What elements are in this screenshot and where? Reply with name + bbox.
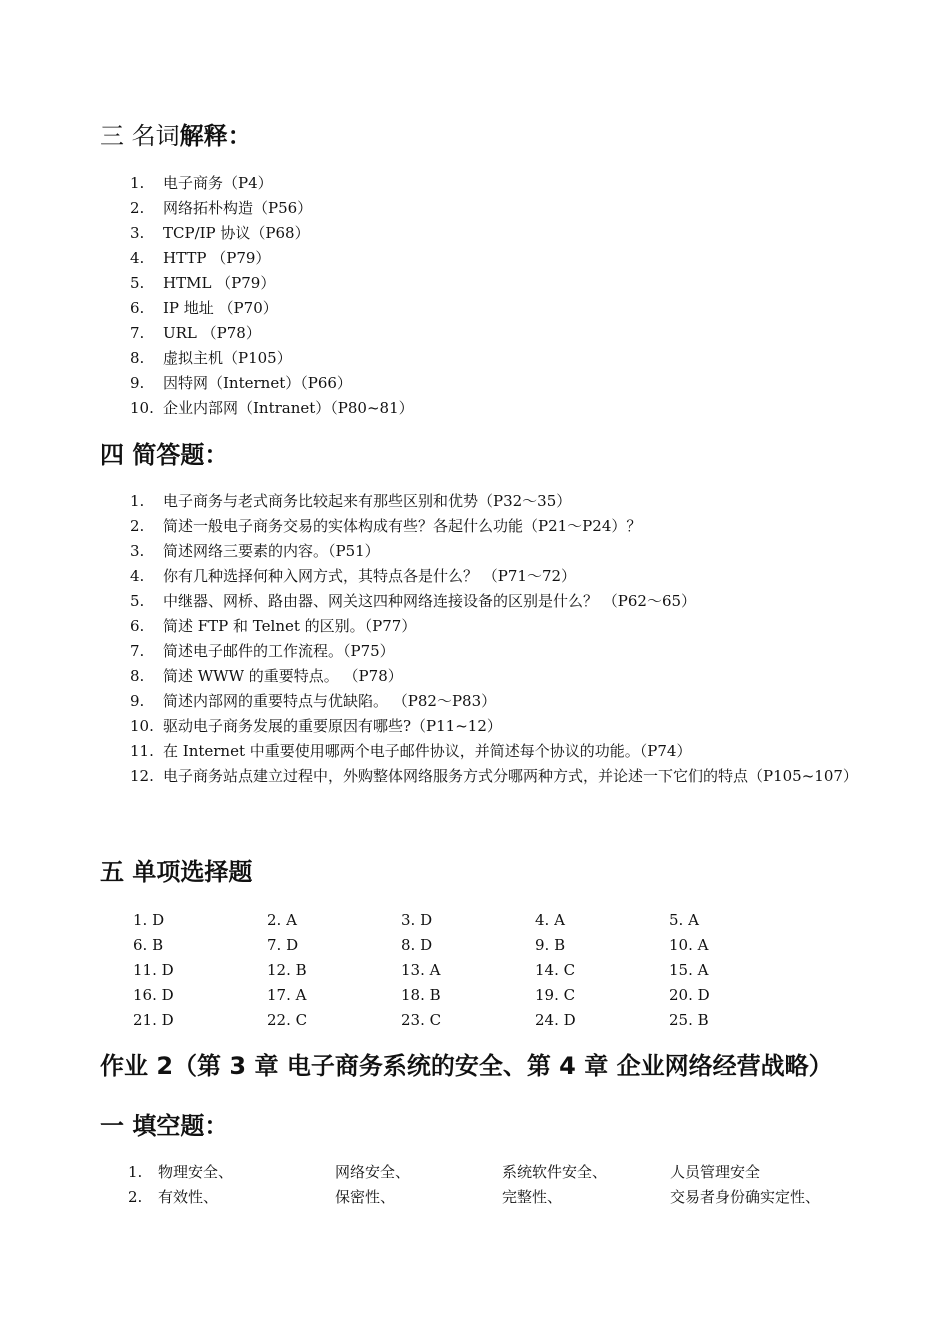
list-item-text: 你有几种选择何种入网方式，其特点各是什么？ （P71～72） bbox=[163, 567, 577, 585]
list-item-text: 简述网络三要素的内容。（P51） bbox=[163, 542, 380, 560]
list-item-text: URL （P78） bbox=[163, 324, 261, 342]
answer-cell: 15. A bbox=[669, 961, 709, 979]
list-item-text: 简述一般电子商务交易的实体构成有些？各起什么功能（P21～P24）？ bbox=[163, 517, 642, 535]
list-item-text: 电子商务站点建立过程中，外购整体网络服务方式分哪两种方式，并论述一下它们的特点（P105~107） bbox=[163, 767, 858, 785]
list-item-text: TCP/IP 协议（P68） bbox=[163, 224, 310, 242]
list-item-text: IP 地址 （P70） bbox=[163, 299, 278, 317]
list-item-text: HTML （P79） bbox=[163, 274, 276, 292]
list-item-number: 6. bbox=[130, 617, 145, 635]
list-item-text: 因特网（Internet）（P66） bbox=[163, 374, 352, 392]
answer-cell: 22. C bbox=[267, 1011, 308, 1029]
question-item bbox=[130, 589, 860, 614]
answer-cell: 4. A bbox=[535, 911, 565, 929]
list-item-text: 电子商务与老式商务比较起来有那些区别和优势（P32～35） bbox=[163, 492, 572, 510]
answer-cell: 5. A bbox=[669, 911, 699, 929]
terms-list bbox=[130, 171, 860, 421]
answer-cell: 21. D bbox=[133, 1011, 174, 1029]
answer-cell: 23. C bbox=[401, 1011, 442, 1029]
short-answer-list bbox=[130, 489, 860, 789]
section-4-heading: 四 简答题： bbox=[100, 441, 229, 469]
answer-cell: 18. B bbox=[401, 986, 441, 1004]
question-item bbox=[130, 564, 860, 589]
answer-cell: 25. B bbox=[669, 1011, 709, 1029]
answer-cell: 11. D bbox=[133, 961, 174, 979]
fill-blank-answer: 交易者身份确实定性、 bbox=[670, 1188, 821, 1206]
question-item bbox=[130, 664, 860, 689]
list-item-number: 4. bbox=[130, 249, 145, 267]
fill-blank-answer: 人员管理安全 bbox=[670, 1163, 761, 1181]
list-item-text: 电子商务（P4） bbox=[163, 174, 273, 192]
term-item bbox=[130, 246, 860, 271]
answer-cell: 16. D bbox=[133, 986, 174, 1004]
list-item-number: 2. bbox=[130, 199, 145, 217]
term-item bbox=[130, 346, 860, 371]
homework-2-heading: 作业 2（第 3 章 电子商务系统的安全、第 4 章 企业网络经营战略） bbox=[100, 1052, 833, 1080]
term-item bbox=[130, 271, 860, 296]
section-1-heading: 一 填空题： bbox=[100, 1112, 229, 1140]
list-item-text: 虚拟主机（P105） bbox=[163, 349, 292, 367]
list-item-text: 中继器、网桥、路由器、网关这四种网络连接设备的区别是什么？ （P62～65） bbox=[163, 592, 697, 610]
term-item bbox=[130, 171, 860, 196]
answer-cell: 10. A bbox=[669, 936, 709, 954]
list-item-number: 9. bbox=[130, 374, 145, 392]
question-item bbox=[130, 514, 860, 539]
section-3-heading bbox=[100, 122, 252, 150]
answer-cell: 13. A bbox=[401, 961, 441, 979]
list-item-text: 在 Internet 中重要使用哪两个电子邮件协议，并简述每个协议的功能。（P74） bbox=[163, 742, 692, 760]
list-item-number: 4. bbox=[130, 567, 145, 585]
list-item-number: 12. bbox=[130, 767, 154, 785]
question-item bbox=[130, 739, 860, 764]
list-item-number: 1. bbox=[130, 174, 145, 192]
list-item-number: 7. bbox=[130, 642, 145, 660]
list-item-number: 11. bbox=[130, 742, 154, 760]
list-item-text: 企业内部网（Intranet）（P80~81） bbox=[163, 399, 414, 417]
list-item-text: 简述 FTP 和 Telnet 的区别。（P77） bbox=[163, 617, 417, 635]
answer-grid bbox=[133, 908, 803, 1033]
answer-cell: 6. B bbox=[133, 936, 164, 954]
list-item-text: 简述电子邮件的工作流程。（P75） bbox=[163, 642, 395, 660]
term-item bbox=[130, 221, 860, 246]
term-item bbox=[130, 296, 860, 321]
list-item-text: 网络拓朴构造（P56） bbox=[163, 199, 313, 217]
question-item bbox=[130, 639, 860, 664]
fill-blank-answer: 网络安全、 bbox=[335, 1163, 411, 1181]
fill-blank-table bbox=[128, 1160, 870, 1210]
answer-cell: 2. A bbox=[267, 911, 297, 929]
list-item-number: 1. bbox=[130, 492, 145, 510]
section-5-heading: 五 单项选择题 bbox=[100, 858, 253, 886]
list-item-text: 驱动电子商务发展的重要原因有哪些?（P11~12） bbox=[163, 717, 502, 735]
fill-blank-answer: 系统软件安全、 bbox=[502, 1163, 608, 1181]
list-item-number: 7. bbox=[130, 324, 145, 342]
term-item bbox=[130, 371, 860, 396]
question-item bbox=[130, 614, 860, 639]
answer-cell: 24. D bbox=[535, 1011, 576, 1029]
question-item bbox=[130, 539, 860, 564]
question-item bbox=[130, 489, 860, 514]
list-item-number: 5. bbox=[130, 274, 145, 292]
section-3-heading-bold: 解释： bbox=[179, 122, 252, 150]
answer-cell: 3. D bbox=[401, 911, 433, 929]
question-item bbox=[130, 689, 860, 714]
answer-cell: 19. C bbox=[535, 986, 576, 1004]
list-item-number: 5. bbox=[130, 592, 145, 610]
term-item bbox=[130, 321, 860, 346]
fill-blank-number: 1. bbox=[128, 1163, 143, 1181]
fill-blank-answer: 物理安全、 bbox=[158, 1163, 234, 1181]
list-item-number: 10. bbox=[130, 399, 154, 417]
section-3-heading-prefix: 三 名词 bbox=[100, 122, 180, 150]
fill-blank-row bbox=[128, 1185, 870, 1210]
term-item bbox=[130, 196, 860, 221]
answer-cell: 7. D bbox=[267, 936, 299, 954]
list-item-number: 2. bbox=[130, 517, 145, 535]
answer-cell: 12. B bbox=[267, 961, 307, 979]
answer-cell: 14. C bbox=[535, 961, 576, 979]
answer-cell: 1. D bbox=[133, 911, 165, 929]
fill-blank-answer: 有效性、 bbox=[158, 1188, 219, 1206]
term-item bbox=[130, 396, 860, 421]
list-item-number: 8. bbox=[130, 349, 145, 367]
list-item-number: 9. bbox=[130, 692, 145, 710]
fill-blank-answer: 完整性、 bbox=[502, 1188, 563, 1206]
answer-cell: 20. D bbox=[669, 986, 710, 1004]
fill-blank-answer: 保密性、 bbox=[335, 1188, 396, 1206]
list-item-number: 3. bbox=[130, 542, 145, 560]
list-item-number: 3. bbox=[130, 224, 145, 242]
answer-cell: 17. A bbox=[267, 986, 307, 1004]
list-item-number: 10. bbox=[130, 717, 154, 735]
answer-cell: 9. B bbox=[535, 936, 566, 954]
list-item-text: HTTP （P79） bbox=[163, 249, 271, 267]
question-item bbox=[130, 764, 860, 789]
list-item-text: 简述 WWW 的重要特点。 （P78） bbox=[163, 667, 403, 685]
list-item-number: 8. bbox=[130, 667, 145, 685]
list-item-number: 6. bbox=[130, 299, 145, 317]
list-item-text: 简述内部网的重要特点与优缺陷。 （P82～P83） bbox=[163, 692, 497, 710]
fill-blank-number: 2. bbox=[128, 1188, 143, 1206]
question-item bbox=[130, 714, 860, 739]
answer-cell: 8. D bbox=[401, 936, 433, 954]
fill-blank-row bbox=[128, 1160, 870, 1185]
